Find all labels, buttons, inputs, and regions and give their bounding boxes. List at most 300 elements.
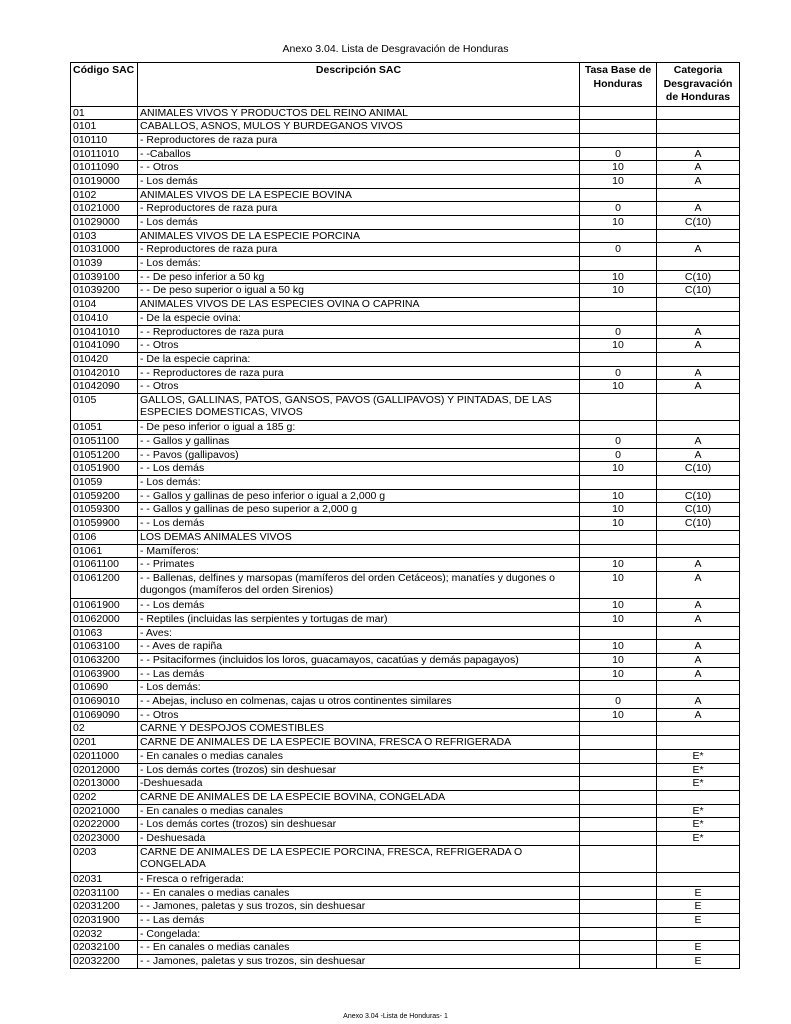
base-rate-cell	[580, 749, 657, 763]
table-row	[71, 667, 740, 681]
table-row	[71, 654, 740, 668]
description-cell: - - En canales o medias canales	[138, 941, 580, 955]
header-code: Código SAC	[71, 63, 138, 107]
description-cell: - Los demás:	[138, 681, 580, 695]
category-cell: E*	[657, 818, 740, 832]
page-footer: Anexo 3.04 -Lista de Honduras- 1	[343, 1013, 448, 1020]
base-rate-cell: 0	[580, 435, 657, 449]
code-cell: 01069090	[71, 708, 138, 722]
base-rate-cell	[580, 722, 657, 736]
tariff-table	[70, 62, 740, 969]
description-cell: - Los demás cortes (trozos) sin deshuesar	[138, 818, 580, 832]
category-cell	[657, 530, 740, 544]
code-cell: 01042010	[71, 366, 138, 380]
category-cell: C(10)	[657, 462, 740, 476]
description-cell: - - Jamones, paletas y sus trozos, sin deshuesar	[138, 900, 580, 914]
table-row	[71, 476, 740, 490]
code-cell: 01051100	[71, 435, 138, 449]
description-cell: - - En canales o medias canales	[138, 886, 580, 900]
description-cell: - - Reproductores de raza pura	[138, 325, 580, 339]
code-cell: 01069010	[71, 695, 138, 709]
table-row	[71, 147, 740, 161]
category-cell: E*	[657, 763, 740, 777]
description-cell: - Fresca o refrigerada:	[138, 873, 580, 887]
code-cell: 01021000	[71, 202, 138, 216]
code-cell: 0102	[71, 188, 138, 202]
table-row	[71, 325, 740, 339]
category-cell: A	[657, 435, 740, 449]
table-row	[71, 804, 740, 818]
table-row	[71, 188, 740, 202]
category-cell	[657, 790, 740, 804]
category-cell: E	[657, 900, 740, 914]
code-cell: 01039100	[71, 270, 138, 284]
base-rate-cell	[580, 106, 657, 120]
category-cell: A	[657, 640, 740, 654]
code-cell: 01063100	[71, 640, 138, 654]
code-cell: 01029000	[71, 216, 138, 230]
category-cell: A	[657, 147, 740, 161]
description-cell: - - Otros	[138, 161, 580, 175]
base-rate-cell: 10	[580, 503, 657, 517]
code-cell: 01039	[71, 257, 138, 271]
base-rate-cell	[580, 298, 657, 312]
category-cell: A	[657, 708, 740, 722]
description-cell: - De peso inferior o igual a 185 g:	[138, 421, 580, 435]
base-rate-cell	[580, 927, 657, 941]
table-row	[71, 695, 740, 709]
base-rate-cell: 10	[580, 489, 657, 503]
category-cell: A	[657, 599, 740, 613]
description-cell: - - Abejas, incluso en colmenas, cajas u otros continentes similares	[138, 695, 580, 709]
base-rate-cell	[580, 421, 657, 435]
table-row	[71, 421, 740, 435]
base-rate-cell	[580, 873, 657, 887]
table-row	[71, 298, 740, 312]
table-row	[71, 311, 740, 325]
description-cell: - Los demás	[138, 174, 580, 188]
table-row	[71, 708, 740, 722]
base-rate-cell: 10	[580, 558, 657, 572]
table-row	[71, 393, 740, 420]
description-cell: - - Pavos (gallipavos)	[138, 448, 580, 462]
base-rate-cell: 0	[580, 695, 657, 709]
code-cell: 010410	[71, 311, 138, 325]
category-cell	[657, 544, 740, 558]
header-description: Descripción SAC	[138, 63, 580, 107]
document-title: Anexo 3.04. Lista de Desgravación de Honduras	[282, 43, 509, 55]
table-row	[71, 681, 740, 695]
base-rate-cell	[580, 900, 657, 914]
description-cell: - En canales o medias canales	[138, 749, 580, 763]
code-cell: 01042090	[71, 380, 138, 394]
table-row	[71, 489, 740, 503]
base-rate-cell: 0	[580, 325, 657, 339]
table-row	[71, 955, 740, 969]
category-cell	[657, 927, 740, 941]
base-rate-cell: 10	[580, 174, 657, 188]
category-cell: E*	[657, 831, 740, 845]
base-rate-cell	[580, 133, 657, 147]
table-row	[71, 174, 740, 188]
table-row	[71, 626, 740, 640]
code-cell: 01011010	[71, 147, 138, 161]
description-cell: - - Gallos y gallinas de peso inferior o igual a 2,000 g	[138, 489, 580, 503]
category-cell: E*	[657, 749, 740, 763]
table-row	[71, 900, 740, 914]
base-rate-cell	[580, 804, 657, 818]
description-cell: - Los demás cortes (trozos) sin deshuesar	[138, 763, 580, 777]
table-row	[71, 873, 740, 887]
category-cell	[657, 311, 740, 325]
code-cell: 01041010	[71, 325, 138, 339]
table-row	[71, 790, 740, 804]
description-cell: - - Los demás	[138, 599, 580, 613]
base-rate-cell: 10	[580, 462, 657, 476]
category-cell: A	[657, 366, 740, 380]
code-cell: 0203	[71, 845, 138, 872]
base-rate-cell	[580, 530, 657, 544]
table-row	[71, 886, 740, 900]
description-cell: CARNE DE ANIMALES DE LA ESPECIE BOVINA, CONGELADA	[138, 790, 580, 804]
description-cell: - - Las demás	[138, 914, 580, 928]
code-cell: 01063900	[71, 667, 138, 681]
category-cell: A	[657, 448, 740, 462]
description-cell: - - Aves de rapiña	[138, 640, 580, 654]
table-row	[71, 243, 740, 257]
description-cell: - Reptiles (incluidas las serpientes y tortugas de mar)	[138, 612, 580, 626]
category-cell: A	[657, 161, 740, 175]
base-rate-cell	[580, 352, 657, 366]
description-cell: CARNE Y DESPOJOS COMESTIBLES	[138, 722, 580, 736]
category-cell: E	[657, 886, 740, 900]
base-rate-cell: 10	[580, 667, 657, 681]
code-cell: 02032	[71, 927, 138, 941]
code-cell: 02022000	[71, 818, 138, 832]
code-cell: 0103	[71, 229, 138, 243]
description-cell: ANIMALES VIVOS Y PRODUCTOS DEL REINO ANIMAL	[138, 106, 580, 120]
table-row	[71, 941, 740, 955]
table-row	[71, 462, 740, 476]
base-rate-cell: 10	[580, 380, 657, 394]
table-row	[71, 352, 740, 366]
description-cell: ANIMALES VIVOS DE LA ESPECIE PORCINA	[138, 229, 580, 243]
description-cell: - Deshuesada	[138, 831, 580, 845]
code-cell: 01061100	[71, 558, 138, 572]
category-cell	[657, 106, 740, 120]
table-body	[71, 106, 740, 968]
base-rate-cell: 10	[580, 517, 657, 531]
table-row	[71, 599, 740, 613]
base-rate-cell	[580, 257, 657, 271]
base-rate-cell	[580, 914, 657, 928]
base-rate-cell	[580, 845, 657, 872]
table-row	[71, 503, 740, 517]
category-cell: E	[657, 914, 740, 928]
table-row	[71, 749, 740, 763]
category-cell: A	[657, 695, 740, 709]
base-rate-cell	[580, 763, 657, 777]
base-rate-cell	[580, 626, 657, 640]
description-cell: - Los demás:	[138, 257, 580, 271]
description-cell: LOS DEMAS ANIMALES VIVOS	[138, 530, 580, 544]
table-row	[71, 380, 740, 394]
base-rate-cell: 0	[580, 147, 657, 161]
code-cell: 01031000	[71, 243, 138, 257]
code-cell: 02031	[71, 873, 138, 887]
category-cell	[657, 352, 740, 366]
category-cell	[657, 120, 740, 134]
category-cell	[657, 845, 740, 872]
category-cell	[657, 681, 740, 695]
description-cell: CARNE DE ANIMALES DE LA ESPECIE BOVINA, FRESCA O REFRIGERADA	[138, 736, 580, 750]
table-row	[71, 216, 740, 230]
base-rate-cell	[580, 941, 657, 955]
category-cell	[657, 626, 740, 640]
code-cell: 010110	[71, 133, 138, 147]
category-cell: A	[657, 558, 740, 572]
category-cell	[657, 133, 740, 147]
table-row	[71, 736, 740, 750]
code-cell: 01062000	[71, 612, 138, 626]
category-cell	[657, 298, 740, 312]
description-cell: - Los demás	[138, 216, 580, 230]
description-cell: - Aves:	[138, 626, 580, 640]
category-cell	[657, 476, 740, 490]
table-row	[71, 571, 740, 598]
table-row	[71, 339, 740, 353]
table-row	[71, 270, 740, 284]
description-cell: - Reproductores de raza pura	[138, 202, 580, 216]
category-cell: A	[657, 202, 740, 216]
base-rate-cell: 10	[580, 612, 657, 626]
description-cell: - - Los demás	[138, 462, 580, 476]
category-cell	[657, 229, 740, 243]
code-cell: 02012000	[71, 763, 138, 777]
category-cell: C(10)	[657, 270, 740, 284]
base-rate-cell	[580, 790, 657, 804]
table-row	[71, 640, 740, 654]
code-cell: 02	[71, 722, 138, 736]
description-cell: - - Ballenas, delfines y marsopas (mamíferos del orden Cetáceos); manatíes y dugones o dugongos (mamíferos del orden Sirenios)	[138, 571, 580, 598]
category-cell: A	[657, 571, 740, 598]
table-row	[71, 845, 740, 872]
description-cell: ANIMALES VIVOS DE LAS ESPECIES OVINA O CAPRINA	[138, 298, 580, 312]
code-cell: 02011000	[71, 749, 138, 763]
description-cell: - - Psitaciformes (incluidos los loros, guacamayos, cacatúas y demás papagayos)	[138, 654, 580, 668]
description-cell: ANIMALES VIVOS DE LA ESPECIE BOVINA	[138, 188, 580, 202]
base-rate-cell	[580, 229, 657, 243]
category-cell: C(10)	[657, 503, 740, 517]
category-cell: E*	[657, 804, 740, 818]
base-rate-cell: 10	[580, 708, 657, 722]
description-cell: - - De peso superior o igual a 50 kg	[138, 284, 580, 298]
category-cell	[657, 873, 740, 887]
category-cell: C(10)	[657, 216, 740, 230]
table-row	[71, 558, 740, 572]
description-cell: CABALLOS, ASNOS, MULOS Y BURDEGANOS VIVOS	[138, 120, 580, 134]
category-cell	[657, 736, 740, 750]
description-cell: - - Jamones, paletas y sus trozos, sin deshuesar	[138, 955, 580, 969]
code-cell: 02023000	[71, 831, 138, 845]
table-row	[71, 517, 740, 531]
code-cell: 0105	[71, 393, 138, 420]
category-cell	[657, 257, 740, 271]
category-cell: C(10)	[657, 489, 740, 503]
base-rate-cell: 0	[580, 366, 657, 380]
code-cell: 02031200	[71, 900, 138, 914]
category-cell	[657, 393, 740, 420]
base-rate-cell	[580, 120, 657, 134]
code-cell: 02031100	[71, 886, 138, 900]
table-row	[71, 120, 740, 134]
table-row	[71, 161, 740, 175]
code-cell: 01063200	[71, 654, 138, 668]
category-cell: A	[657, 667, 740, 681]
code-cell: 02031900	[71, 914, 138, 928]
code-cell: 0101	[71, 120, 138, 134]
table-row	[71, 530, 740, 544]
table-row	[71, 229, 740, 243]
description-cell: - - Los demás	[138, 517, 580, 531]
table-row	[71, 202, 740, 216]
description-cell: - En canales o medias canales	[138, 804, 580, 818]
code-cell: 0104	[71, 298, 138, 312]
header-category: Categoria Desgravación de Honduras	[657, 63, 740, 107]
category-cell: A	[657, 174, 740, 188]
category-cell: A	[657, 339, 740, 353]
base-rate-cell	[580, 311, 657, 325]
description-cell: - - De peso inferior a 50 kg	[138, 270, 580, 284]
description-cell: - Reproductores de raza pura	[138, 243, 580, 257]
code-cell: 02032100	[71, 941, 138, 955]
table-row	[71, 818, 740, 832]
table-row	[71, 914, 740, 928]
description-cell: - -Caballos	[138, 147, 580, 161]
base-rate-cell	[580, 681, 657, 695]
code-cell: 02021000	[71, 804, 138, 818]
table-row	[71, 612, 740, 626]
category-cell: C(10)	[657, 517, 740, 531]
base-rate-cell: 10	[580, 599, 657, 613]
category-cell	[657, 421, 740, 435]
code-cell: 01059900	[71, 517, 138, 531]
base-rate-cell	[580, 544, 657, 558]
category-cell: E*	[657, 777, 740, 791]
description-cell: GALLOS, GALLINAS, PATOS, GANSOS, PAVOS (GALLIPAVOS) Y PINTADAS, DE LAS ESPECIES DOMESTICAS, VIVOS	[138, 393, 580, 420]
table-row	[71, 257, 740, 271]
description-cell: - - Reproductores de raza pura	[138, 366, 580, 380]
description-cell: -Deshuesada	[138, 777, 580, 791]
base-rate-cell	[580, 886, 657, 900]
base-rate-cell: 10	[580, 571, 657, 598]
description-cell: - - Otros	[138, 708, 580, 722]
base-rate-cell: 10	[580, 284, 657, 298]
code-cell: 01051900	[71, 462, 138, 476]
description-cell: - - Otros	[138, 380, 580, 394]
base-rate-cell	[580, 188, 657, 202]
description-cell: - Los demás:	[138, 476, 580, 490]
table-row	[71, 435, 740, 449]
base-rate-cell	[580, 955, 657, 969]
code-cell: 01059300	[71, 503, 138, 517]
description-cell: - - Primates	[138, 558, 580, 572]
table-row	[71, 763, 740, 777]
base-rate-cell: 0	[580, 243, 657, 257]
code-cell: 01061900	[71, 599, 138, 613]
category-cell: A	[657, 612, 740, 626]
category-cell: C(10)	[657, 284, 740, 298]
description-cell: - - Otros	[138, 339, 580, 353]
code-cell: 01061200	[71, 571, 138, 598]
base-rate-cell: 0	[580, 202, 657, 216]
base-rate-cell: 10	[580, 216, 657, 230]
base-rate-cell: 10	[580, 640, 657, 654]
category-cell: E	[657, 955, 740, 969]
table-row	[71, 133, 740, 147]
table-row	[71, 544, 740, 558]
code-cell: 02013000	[71, 777, 138, 791]
base-rate-cell	[580, 393, 657, 420]
category-cell: A	[657, 380, 740, 394]
base-rate-cell	[580, 736, 657, 750]
code-cell: 01059	[71, 476, 138, 490]
base-rate-cell: 0	[580, 448, 657, 462]
code-cell: 02032200	[71, 955, 138, 969]
code-cell: 0201	[71, 736, 138, 750]
code-cell: 01059200	[71, 489, 138, 503]
category-cell: A	[657, 325, 740, 339]
base-rate-cell	[580, 831, 657, 845]
code-cell: 01039200	[71, 284, 138, 298]
description-cell: - - Gallos y gallinas de peso superior a 2,000 g	[138, 503, 580, 517]
description-cell: - De la especie caprina:	[138, 352, 580, 366]
description-cell: - De la especie ovina:	[138, 311, 580, 325]
base-rate-cell: 10	[580, 270, 657, 284]
category-cell: A	[657, 654, 740, 668]
category-cell	[657, 722, 740, 736]
code-cell: 0106	[71, 530, 138, 544]
table-row	[71, 831, 740, 845]
category-cell: E	[657, 941, 740, 955]
base-rate-cell: 10	[580, 654, 657, 668]
code-cell: 0202	[71, 790, 138, 804]
code-cell: 01041090	[71, 339, 138, 353]
code-cell: 01063	[71, 626, 138, 640]
code-cell: 01	[71, 106, 138, 120]
code-cell: 01051200	[71, 448, 138, 462]
code-cell: 010420	[71, 352, 138, 366]
code-cell: 01051	[71, 421, 138, 435]
code-cell: 010690	[71, 681, 138, 695]
base-rate-cell	[580, 777, 657, 791]
table-row	[71, 106, 740, 120]
description-cell: - - Gallos y gallinas	[138, 435, 580, 449]
description-cell: CARNE DE ANIMALES DE LA ESPECIE PORCINA, FRESCA, REFRIGERADA O CONGELADA	[138, 845, 580, 872]
category-cell	[657, 188, 740, 202]
table-row	[71, 366, 740, 380]
code-cell: 01011090	[71, 161, 138, 175]
base-rate-cell: 10	[580, 161, 657, 175]
category-cell: A	[657, 243, 740, 257]
table-header-row	[71, 63, 740, 107]
description-cell: - Congelada:	[138, 927, 580, 941]
table-row	[71, 284, 740, 298]
table-row	[71, 777, 740, 791]
description-cell: - - Las demás	[138, 667, 580, 681]
table-row	[71, 927, 740, 941]
base-rate-cell	[580, 476, 657, 490]
